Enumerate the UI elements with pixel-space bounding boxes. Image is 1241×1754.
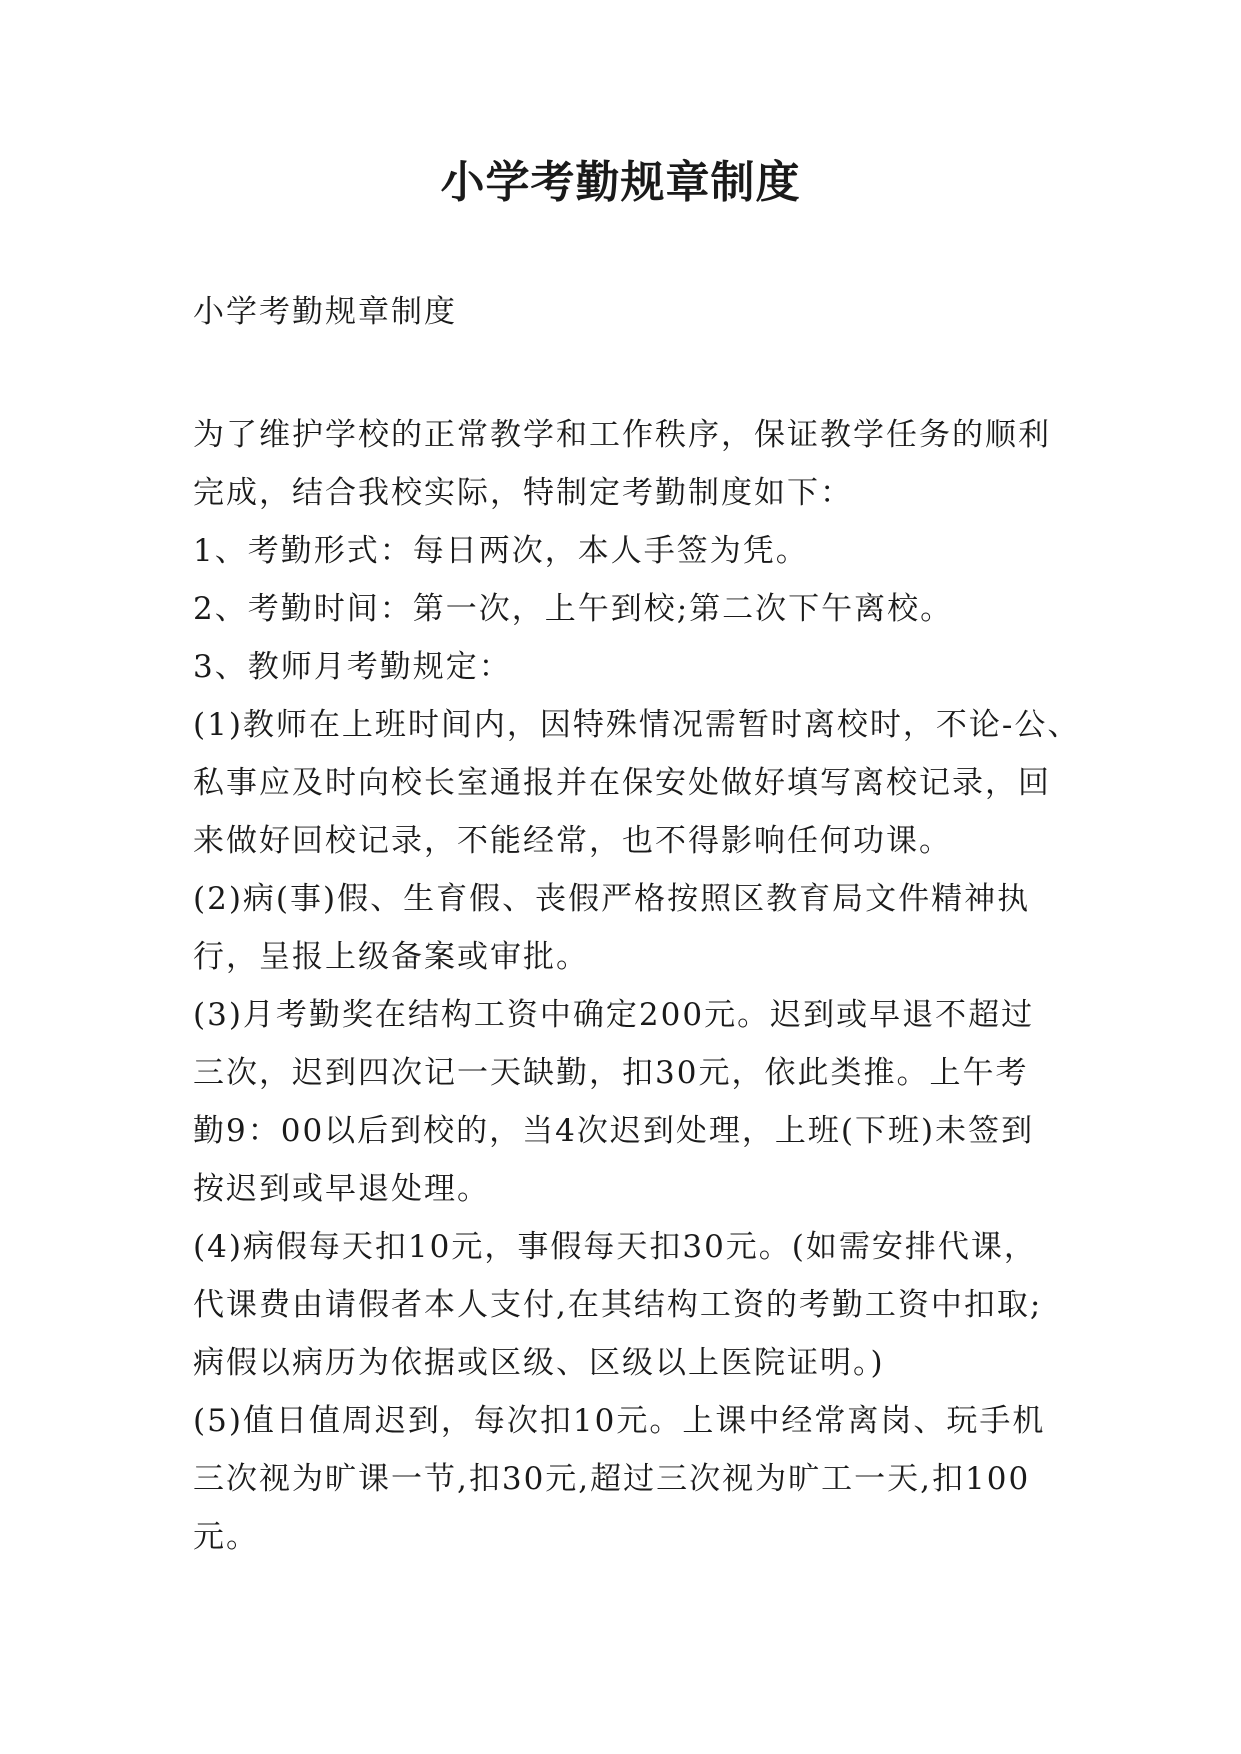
document-title: 小学考勤规章制度	[440, 157, 801, 208]
body-line: 三次视为旷课一节,扣30元,超过三次视为旷工一天,扣100	[193, 1461, 1031, 1497]
body-line: 元。	[193, 1519, 259, 1555]
body-line: 行，呈报上级备案或审批。	[193, 939, 589, 975]
body-line: 完成，结合我校实际，特制定考勤制度如下：	[193, 475, 853, 511]
body-line: 按迟到或早退处理。	[193, 1171, 490, 1207]
body-line: 代课费由请假者本人支付,在其结构工资的考勤工资中扣取;	[193, 1287, 1043, 1323]
body-line: 私事应及时向校长室通报并在保安处做好填写离校记录，回	[193, 765, 1051, 801]
body-line: 2、考勤时间：第一次，上午到校;第二次下午离校。	[193, 591, 954, 627]
body-line: 3、教师月考勤规定：	[193, 649, 512, 685]
body-line: 为了维护学校的正常教学和工作秩序，保证教学任务的顺利	[193, 417, 1051, 453]
body-line: (1)教师在上班时间内，因特殊情况需暂时离校时，不论-公、	[193, 707, 1081, 743]
body-line: (4)病假每天扣10元，事假每天扣30元。(如需安排代课，	[193, 1229, 1037, 1265]
body-line: 勤9：00以后到校的，当4次迟到处理，上班(下班)未签到	[193, 1113, 1035, 1149]
body-line: 三次，迟到四次记一天缺勤，扣30元，依此类推。上午考	[193, 1055, 1029, 1091]
document-subtitle: 小学考勤规章制度	[193, 294, 457, 330]
body-line: (5)值日值周迟到，每次扣10元。上课中经常离岗、玩手机	[193, 1403, 1046, 1439]
body-line: (3)月考勤奖在结构工资中确定200元。迟到或早退不超过	[193, 997, 1035, 1033]
document-body	[193, 406, 1081, 1566]
body-line: 病假以病历为依据或区级、区级以上医院证明。)	[193, 1345, 885, 1381]
body-line: 来做好回校记录，不能经常，也不得影响任何功课。	[193, 823, 952, 859]
body-line: 1、考勤形式：每日两次，本人手签为凭。	[193, 533, 809, 569]
body-line: (2)病(事)假、生育假、丧假严格按照区教育局文件精神执	[193, 881, 1031, 917]
